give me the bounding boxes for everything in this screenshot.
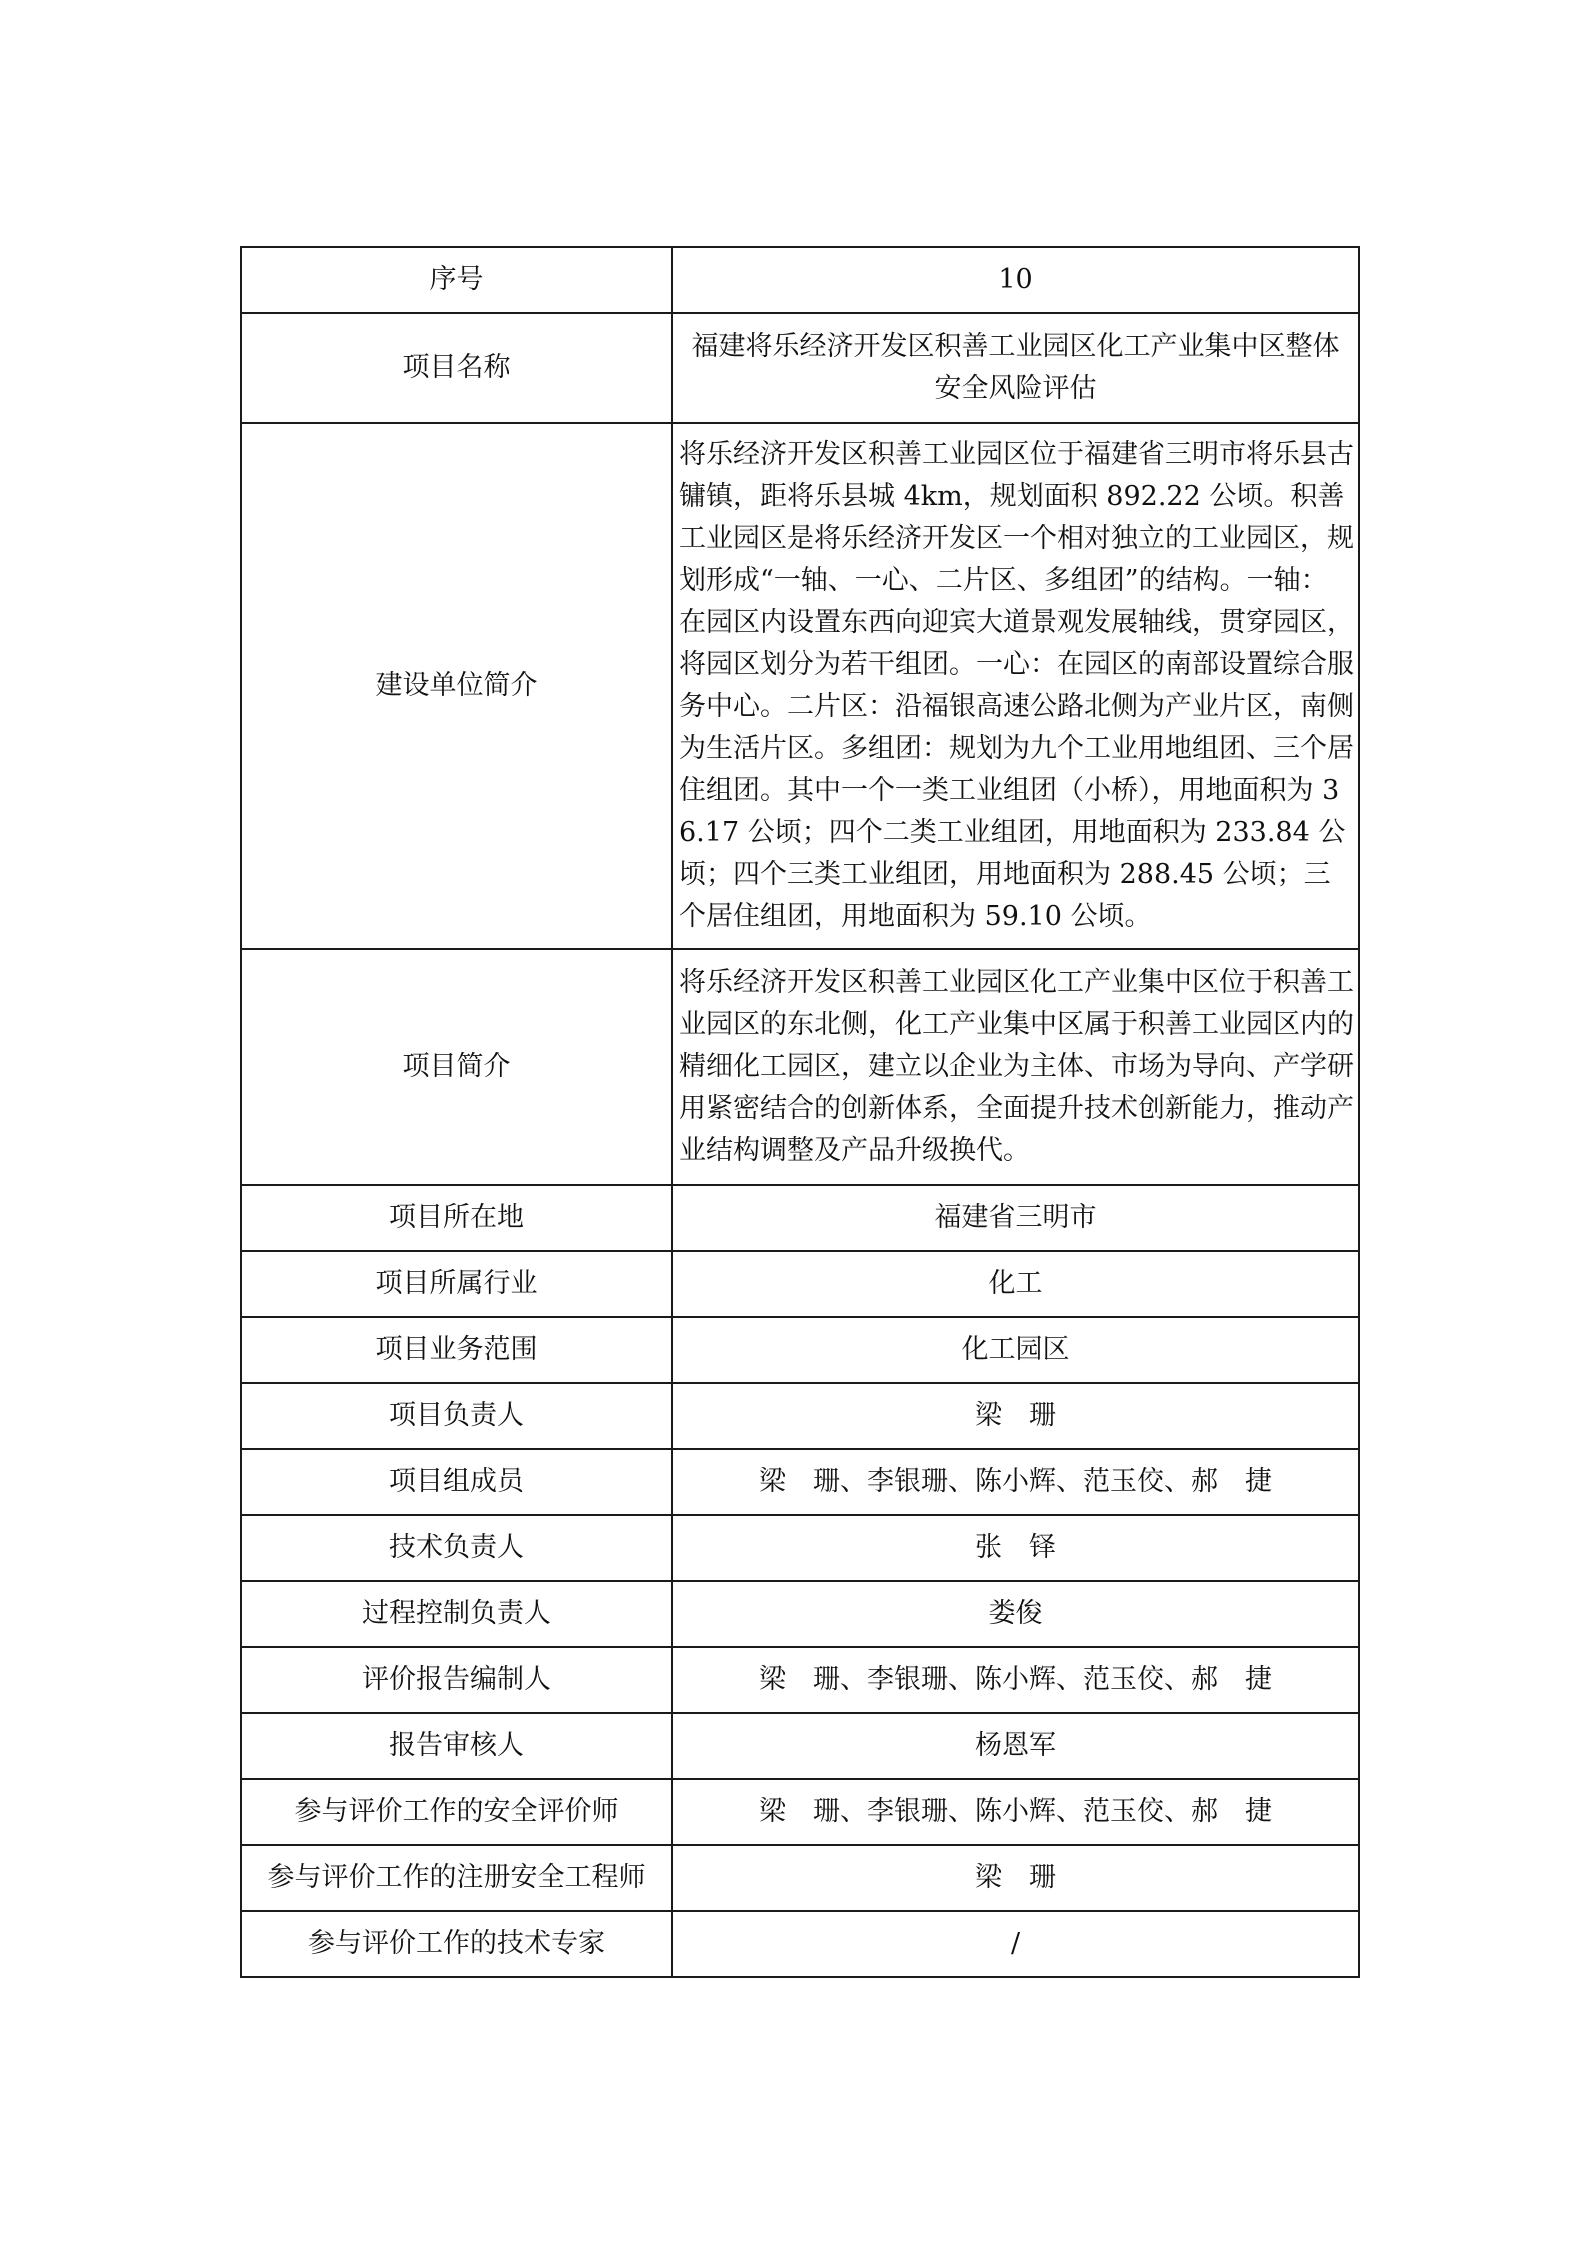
table-row <box>241 1647 1359 1713</box>
table-row <box>241 1317 1359 1383</box>
row-value-serial-number: 10 <box>672 247 1359 313</box>
row-label-process-control-leader: 过程控制负责人 <box>241 1581 672 1647</box>
table-row <box>241 1581 1359 1647</box>
row-label-team-members: 项目组成员 <box>241 1449 672 1515</box>
row-value-project-intro: 将乐经济开发区积善工业园区化工产业集中区位于积善工业园区的东北侧，化工产业集中区属于积善工业园区内的精细化工园区，建立以企业为主体、市场为导向、产学研用紧密结合的创新体系，全面提升技术创新能力，推动产业结构调整及产品升级换代。 <box>672 949 1359 1185</box>
row-value-technical-experts: / <box>672 1911 1359 1977</box>
row-value-business-scope: 化工园区 <box>672 1317 1359 1383</box>
row-value-project-name: 福建将乐经济开发区积善工业园区化工产业集中区整体安全风险评估 <box>672 313 1359 423</box>
row-label-project-intro: 项目简介 <box>241 949 672 1185</box>
table-row <box>241 1251 1359 1317</box>
row-label-technical-leader: 技术负责人 <box>241 1515 672 1581</box>
project-info-table <box>240 246 1360 1978</box>
row-label-report-authors: 评价报告编制人 <box>241 1647 672 1713</box>
table-row <box>241 1185 1359 1251</box>
row-value-report-reviewer: 杨恩军 <box>672 1713 1359 1779</box>
row-value-location: 福建省三明市 <box>672 1185 1359 1251</box>
row-label-business-scope: 项目业务范围 <box>241 1317 672 1383</box>
row-value-report-authors: 梁 珊、李银珊、陈小辉、范玉佼、郝 捷 <box>672 1647 1359 1713</box>
table-row <box>241 1845 1359 1911</box>
row-label-registered-engineers: 参与评价工作的注册安全工程师 <box>241 1845 672 1911</box>
row-label-location: 项目所在地 <box>241 1185 672 1251</box>
row-value-safety-evaluators: 梁 珊、李银珊、陈小辉、范玉佼、郝 捷 <box>672 1779 1359 1845</box>
row-label-safety-evaluators: 参与评价工作的安全评价师 <box>241 1779 672 1845</box>
row-label-serial-number: 序号 <box>241 247 672 313</box>
row-value-industry: 化工 <box>672 1251 1359 1317</box>
row-value-registered-engineers: 梁 珊 <box>672 1845 1359 1911</box>
table-row <box>241 1383 1359 1449</box>
table-row <box>241 247 1359 313</box>
row-value-project-leader: 梁 珊 <box>672 1383 1359 1449</box>
row-value-team-members: 梁 珊、李银珊、陈小辉、范玉佼、郝 捷 <box>672 1449 1359 1515</box>
row-label-builder-intro: 建设单位简介 <box>241 423 672 949</box>
row-value-process-control-leader: 娄俊 <box>672 1581 1359 1647</box>
row-label-report-reviewer: 报告审核人 <box>241 1713 672 1779</box>
table-row <box>241 1779 1359 1845</box>
table-row <box>241 423 1359 949</box>
row-label-technical-experts: 参与评价工作的技术专家 <box>241 1911 672 1977</box>
row-label-industry: 项目所属行业 <box>241 1251 672 1317</box>
table-row <box>241 1515 1359 1581</box>
row-value-technical-leader: 张 铎 <box>672 1515 1359 1581</box>
table-row <box>241 1713 1359 1779</box>
table-row <box>241 949 1359 1185</box>
row-label-project-name: 项目名称 <box>241 313 672 423</box>
table-row <box>241 1911 1359 1977</box>
table-row <box>241 313 1359 423</box>
row-label-project-leader: 项目负责人 <box>241 1383 672 1449</box>
table-row <box>241 1449 1359 1515</box>
row-value-builder-intro: 将乐经济开发区积善工业园区位于福建省三明市将乐县古镛镇，距将乐县城 4km，规划面积 892.22 公顷。积善工业园区是将乐经济开发区一个相对独立的工业园区，规划形成“一轴、一心、二片区、多组团”的结构。一轴：在园区内设置东西向迎宾大道景观发展轴线，贯穿园区，将园区划分为若干组团。一心：在园区的南部设置综合服务中心。二片区：沿福银高速公路北侧为产业片区，南侧为生活片区。多组团：规划为九个工业用地组团、三个居住组团。其中一个一类工业组团（小桥），用地面积为 36.17 公顷；四个二类工业组团，用地面积为 233.84 公顷；四个三类工业组团，用地面积为 288.45 公顷；三个居住组团，用地面积为 59.10 公顷。 <box>672 423 1359 949</box>
